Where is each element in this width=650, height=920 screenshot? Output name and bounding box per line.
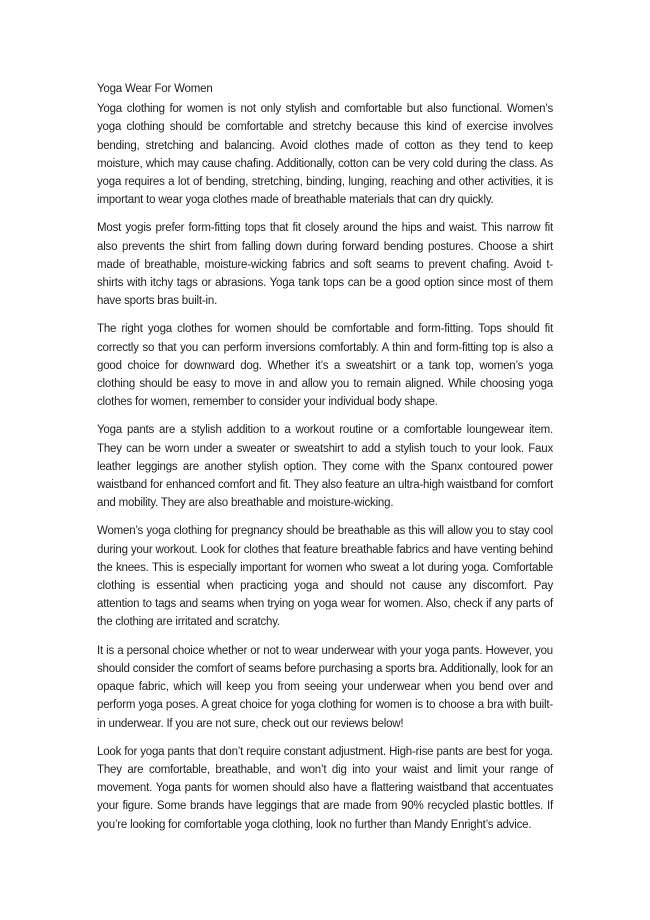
document-title: Yoga Wear For Women — [97, 83, 213, 95]
paragraph: It is a personal choice whether or not to wear underwear with your yoga pants. However, you should consider the comfort of seams before purchasing a sports bra. Additionally, look for an opaque fabric, which will keep you from seeing your underwear when you bend over and perform yoga poses. A great choice for yoga clothing for women is to choose a bra with built-in underwear. If you are not sure, check out our reviews below! — [97, 644, 553, 730]
paragraph: Look for yoga pants that don’t require constant adjustment. High-rise pants are best for yoga. They are comfortable, breathable, and won’t dig into your waist and limit your range of movement. Yoga pants for women should also have a flattering waistband that accentuates your figure. Some brands have leggings that are made from 90% recycled plastic bottles. If you’re looking for comfortable yoga clothing, look no further than Mandy Enright’s advice. — [97, 745, 553, 831]
document-body — [97, 80, 553, 834]
paragraph: Yoga pants are a stylish addition to a workout routine or a comfortable loungewear item. They can be worn under a sweater or sweatshirt to add a stylish touch to your look. Faux leather leggings are another stylish option. They come with the Spanx contoured power waistband for enhanced comfort and fit. They also feature an ultra-high waistband for comfort and mobility. They are also breathable and moisture-wicking. — [97, 424, 553, 510]
paragraph: Women’s yoga clothing for pregnancy should be breathable as this will allow you to stay cool during your workout. Look for clothes that feature breathable fabrics and have venting behind the knees. This is especially important for women who sweat a lot during yoga. Comfortable clothing is essential when practicing yoga and should not cause any discomfort. Pay attention to tags and seams when trying on yoga wear for women. Also, check if any parts of the clothing are irritated and scratchy. — [97, 525, 553, 629]
paragraph: The right yoga clothes for women should be comfortable and form-fitting. Tops should fit correctly so that you can perform inversions comfortably. A thin and form-fitting top is also a good choice for downward dog. Whether it’s a sweatshirt or a tank top, women’s yoga clothing should be easy to move in and allow you to remain aligned. While choosing yoga clothes for women, remember to consider your individual body shape. — [97, 323, 553, 409]
paragraph: Most yogis prefer form-fitting tops that fit closely around the hips and waist. This narrow fit also prevents the shirt from falling down during forward bending postures. Choose a shirt made of breathable, moisture-wicking fabrics and soft seams to prevent chafing. Avoid t-shirts with itchy tags or abrasions. Yoga tank tops can be a good option since most of them have sports bras built-in. — [97, 222, 553, 308]
paragraph: Yoga clothing for women is not only stylish and comfortable but also functional. Women’s yoga clothing should be comfortable and stretchy because this kind of exercise involves bending, stretching and balancing. Avoid clothes made of cotton as they tend to keep moisture, which may cause chafing. Additionally, cotton can be very cold during the class. As yoga requires a lot of bending, stretching, binding, lunging, reaching and other activities, it is important to wear yoga clothes made of breathable materials that can dry quickly. — [97, 103, 553, 207]
